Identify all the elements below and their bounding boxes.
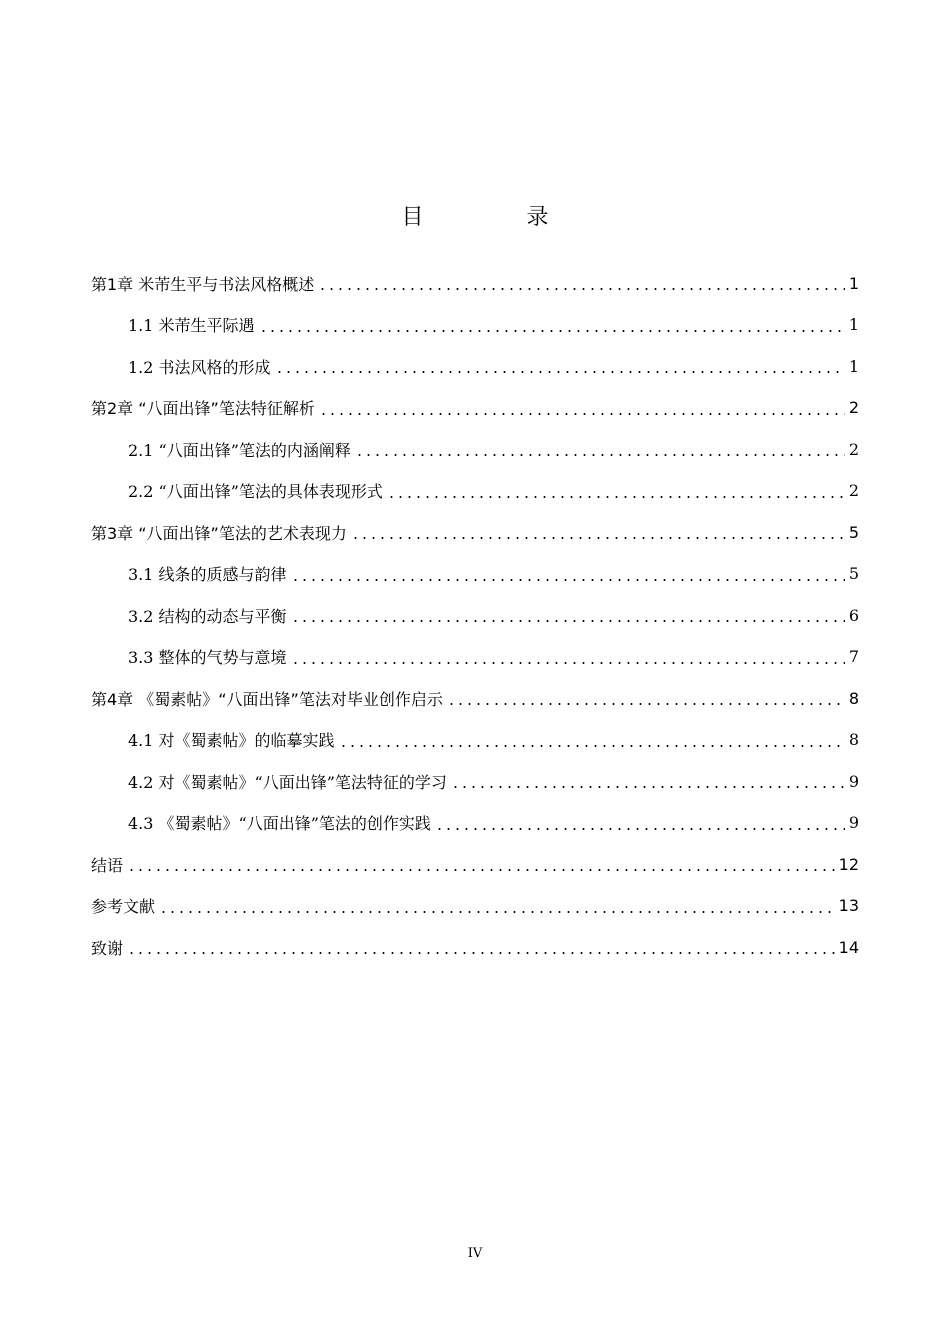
toc-entry-page: 13 (838, 896, 859, 915)
toc-section-entry[interactable] (128, 636, 859, 678)
toc-entry-label: 3.3 整体的气势与意境 (128, 648, 287, 667)
dot-leader (291, 579, 845, 581)
toc-section-entry[interactable] (128, 553, 859, 595)
toc-title: 目 录 (401, 205, 597, 230)
dot-leader (291, 662, 845, 664)
toc-chapter-entry[interactable] (91, 885, 859, 927)
toc-entry-page: 8 (848, 730, 859, 749)
dot-leader (159, 911, 835, 913)
dot-leader (435, 828, 845, 830)
toc-entry-label: 2.2 “八面出锋”笔法的具体表现形式 (128, 482, 383, 501)
dot-leader (127, 869, 835, 871)
toc-entry-page: 2 (848, 398, 859, 417)
toc-entry-page: 1 (848, 273, 859, 293)
toc-entry-label: 第4章 《蜀素帖》“八面出锋”笔法对毕业创作启示 (91, 689, 443, 709)
toc-section-entry[interactable] (128, 428, 859, 470)
toc-entry-label: 参考文献 (91, 897, 156, 916)
toc-entry-page: 2 (848, 481, 859, 500)
toc-entry-label: 第1章 米芾生平与书法风格概述 (91, 274, 315, 294)
dot-leader (339, 745, 845, 747)
toc-chapter-entry[interactable] (91, 677, 859, 719)
toc-entry-page: 12 (838, 854, 859, 874)
toc-section-entry[interactable] (128, 719, 859, 761)
toc-entry-page: 9 (848, 813, 859, 832)
toc-chapter-entry[interactable] (91, 511, 859, 553)
toc-entry-page: 5 (848, 564, 859, 583)
dot-leader (259, 330, 845, 332)
toc-entry-page: 5 (848, 522, 859, 542)
dot-leader (387, 496, 845, 498)
toc-entry-label: 第3章 “八面出锋”笔法的艺术表现力 (91, 523, 347, 543)
dot-leader (275, 371, 845, 373)
dot-leader (447, 703, 845, 705)
toc-chapter-entry[interactable] (91, 387, 859, 429)
toc-entry-page: 9 (848, 771, 859, 791)
dot-leader (319, 413, 845, 415)
toc-section-entry[interactable] (128, 470, 859, 512)
toc-entry-label: 致谢 (91, 938, 124, 958)
toc-entry-page: 14 (838, 937, 859, 957)
toc-entry-label: 结语 (91, 855, 124, 875)
toc-entry-page: 2 (848, 439, 859, 459)
toc-entry-page: 1 (848, 315, 859, 334)
toc-section-entry[interactable] (128, 802, 859, 844)
dot-leader (318, 288, 845, 290)
toc-section-entry[interactable] (128, 345, 859, 387)
toc-entry-label: 4.2 对《蜀素帖》“八面出锋”笔法特征的学习 (128, 772, 447, 792)
toc-entry-label: 1.1 米芾生平际遇 (128, 316, 255, 335)
toc-entry-label: 4.1 对《蜀素帖》的临摹实践 (128, 731, 335, 750)
toc-entry-label: 3.1 线条的质感与韵律 (128, 565, 287, 584)
toc-entry-label: 1.2 书法风格的形成 (128, 357, 271, 377)
dot-leader (127, 952, 835, 954)
toc-entry-label: 3.2 结构的动态与平衡 (128, 606, 287, 626)
toc-entry-page: 7 (848, 647, 859, 666)
toc-entry-page: 8 (848, 688, 859, 708)
dot-leader (451, 786, 845, 788)
toc-entry-label: 4.3 《蜀素帖》“八面出锋”笔法的创作实践 (128, 814, 431, 833)
toc-chapter-entry[interactable] (91, 843, 859, 885)
toc-section-entry[interactable] (128, 594, 859, 636)
toc-section-entry[interactable] (128, 760, 859, 802)
dot-leader (355, 454, 845, 456)
page-number: IV (467, 1246, 483, 1261)
dot-leader (291, 620, 845, 622)
toc-entry-page: 6 (848, 605, 859, 625)
toc-chapter-entry[interactable] (91, 926, 859, 968)
toc-section-entry[interactable] (128, 304, 859, 346)
toc-entry-label: 第2章 “八面出锋”笔法特征解析 (91, 399, 315, 418)
dot-leader (351, 537, 845, 539)
toc-entry-label: 2.1 “八面出锋”笔法的内涵阐释 (128, 440, 351, 460)
toc-entry-page: 1 (848, 356, 859, 376)
toc-chapter-entry[interactable] (91, 262, 859, 304)
